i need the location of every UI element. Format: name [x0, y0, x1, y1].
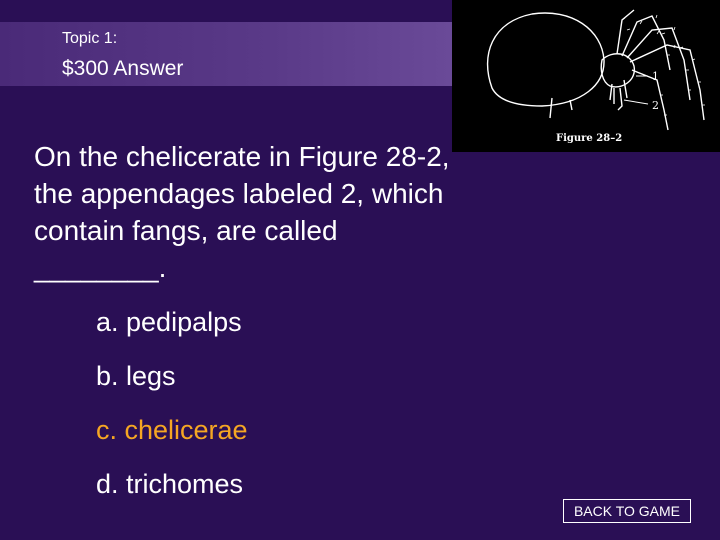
figure-label-1: 1	[652, 70, 659, 83]
choice-d: d. trichomes	[96, 469, 244, 499]
choice-a: a. pedipalps	[96, 307, 242, 337]
back-to-game-button[interactable]: BACK TO GAME	[563, 499, 691, 523]
figure-caption: Figure 28–2	[556, 133, 623, 144]
question-text: On the chelicerate in Figure 28-2, the appendages labeled 2, which contain fangs, are called ________.	[34, 141, 450, 283]
spider-illustration	[452, 0, 720, 152]
answer-title: $300 Answer	[62, 57, 184, 80]
topic-label: Topic 1:	[62, 30, 118, 47]
spider-figure	[452, 0, 720, 152]
answer-choices	[96, 304, 248, 520]
choice-b: b. legs	[96, 361, 176, 391]
choice-c-correct: c. chelicerae	[96, 415, 248, 445]
figure-label-2: 2	[652, 99, 659, 112]
